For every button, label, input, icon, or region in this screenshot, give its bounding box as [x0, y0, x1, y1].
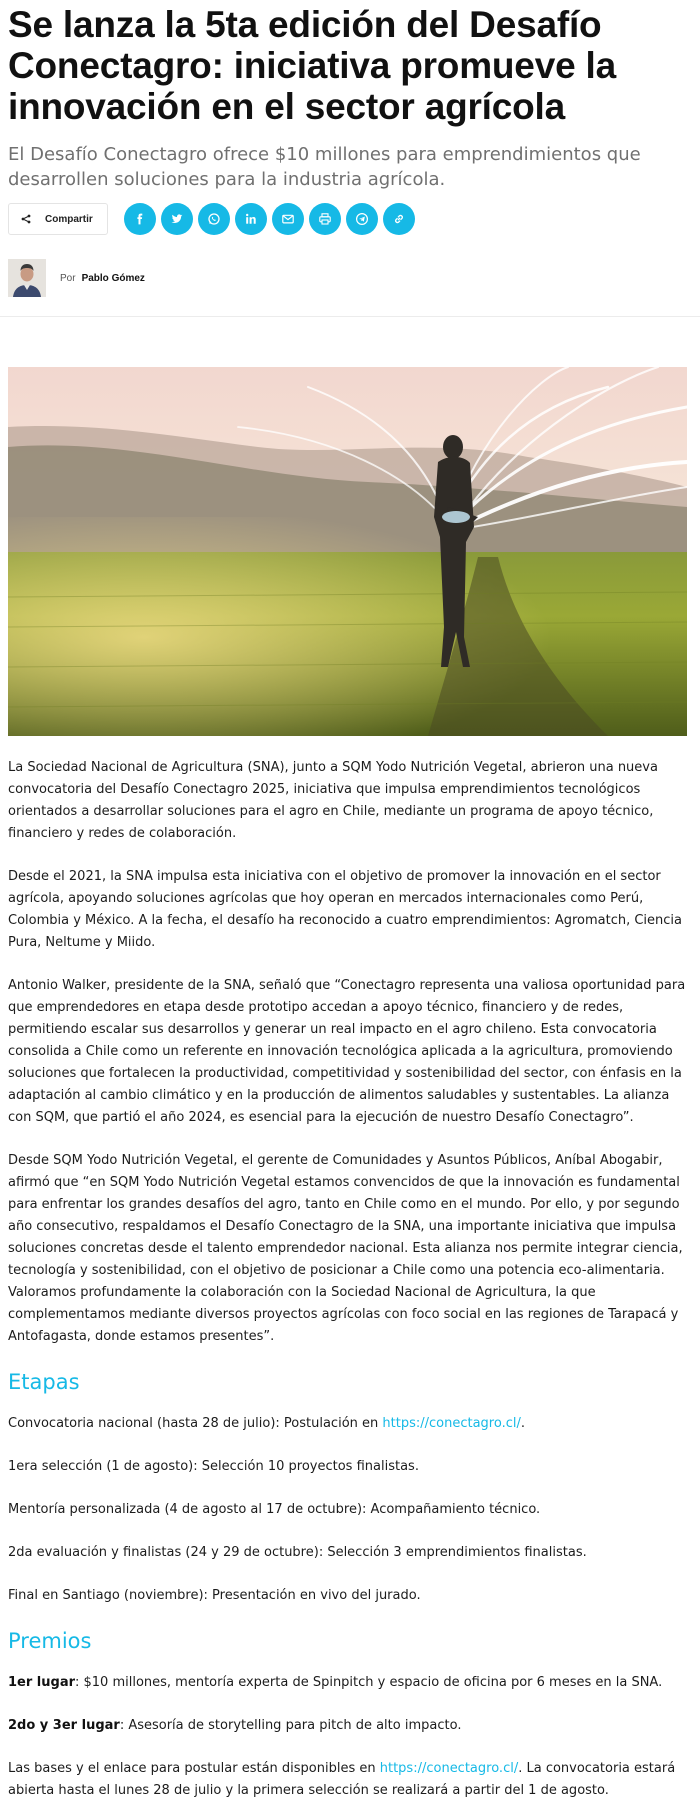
- person-icon: [8, 259, 46, 297]
- premios-heading: Premios: [8, 1629, 92, 1653]
- link-icon: [392, 212, 406, 226]
- facebook-share-button[interactable]: [124, 203, 156, 235]
- premio-1: [8, 1672, 692, 1694]
- linkedin-share-button[interactable]: [235, 203, 267, 235]
- email-icon: [281, 212, 295, 226]
- share-icons: [124, 203, 415, 235]
- telegram-share-button[interactable]: [346, 203, 378, 235]
- article-body: [8, 757, 692, 1802]
- author-name[interactable]: Pablo Gómez: [81, 272, 145, 284]
- article-subtitle: El Desafío Conectagro ofrece $10 millones para emprendimientos que desarrollen soluciones para la industria agrícola.: [8, 144, 641, 190]
- linkedin-icon: [244, 212, 258, 226]
- paragraph-4: Desde SQM Yodo Nutrición Vegetal, el gerente de Comunidades y Asuntos Públicos, Aníbal Abogabir, afirmó que “en SQM Yodo Nutrición Vegetal estamos convencidos de que la innovación es fundamental para enfrentar los grandes desafíos del agro, tanto en Chile como en el mundo. Por ello, y por segundo año consecutivo, respaldamos el Desafío Conectagro de la SNA, una importante iniciativa que impulsa soluciones concretas desde el talento emprendedor nacional. Esta alianza nos permite integrar ciencia, tecnología y sostenibilidad, con el objetivo de posicionar a Chile como una potencia eco-alimentaria. Valoramos profundamente la colaboración con la Sociedad Nacional de Agricultura, la que complementamos mediante diversos proyectos agrícolas con foco social en las regiones de Tarapacá y Antofagasta, donde estamos presentes”.: [8, 1153, 683, 1344]
- share-icon: [21, 214, 31, 224]
- copy-link-button[interactable]: [383, 203, 415, 235]
- author-avatar[interactable]: [8, 259, 46, 297]
- paragraph-1: La Sociedad Nacional de Agricultura (SNA), junto a SQM Yodo Nutrición Vegetal, abrieron una nueva convocatoria del Desafío Conectagro 2025, iniciativa que impulsa emprendimientos tecnológicos orientados a desarrollar soluciones para el agro en Chile, mediante un programa de apoyo técnico, financiero y redes de colaboración.: [8, 760, 658, 841]
- print-icon: [318, 212, 332, 226]
- etapa-2: 1era selección (1 de agosto): Selección 10 proyectos finalistas.: [8, 1459, 419, 1474]
- share-button[interactable]: [8, 203, 108, 235]
- premio-2: [8, 1715, 692, 1737]
- hero-image: [8, 367, 687, 736]
- etapa-3: Mentoría personalizada (4 de agosto al 17 de octubre): Acompañamiento técnico.: [8, 1502, 541, 1517]
- whatsapp-icon: [207, 212, 221, 226]
- whatsapp-share-button[interactable]: [198, 203, 230, 235]
- closing-text: Las bases y el enlace para postular están disponibles en: [8, 1761, 380, 1776]
- share-bar: [8, 202, 692, 236]
- share-label: Compartir: [45, 213, 93, 225]
- telegram-icon: [355, 212, 369, 226]
- paragraph-3: Antonio Walker, presidente de la SNA, señaló que “Conectagro representa una valiosa oportunidad para que emprendedores en etapa desde prototipo accedan a apoyo técnico, financiero y de redes, permitiendo escalar sus desarrollos y generar un real impacto en el agro chileno. Esta convocatoria consolida a Chile como un referente en innovación tecnológica aplicada a la agricultura, promoviendo soluciones que fortalecen la productividad, competitividad y sostenibilidad del sector, con énfasis en la adaptación al cambio climático y en la producción de alimentos saludables y sustentables. La alianza con SQM, que partió el año 2024, es esencial para la ejecución de nuestro Desafío Conectagro”.: [8, 978, 686, 1125]
- print-button[interactable]: [309, 203, 341, 235]
- premio-2-label: 2do y 3er lugar: [8, 1718, 120, 1733]
- article-page: [0, 4, 700, 1798]
- closing-end: . La convocatoria estará abierta hasta el lunes 28 de julio y la primera selección se realizará a partir del 1 de agosto.: [8, 1761, 676, 1798]
- author-byline: [8, 258, 692, 298]
- etapa-1-text: Convocatoria nacional (hasta 28 de julio): Postulación en: [8, 1416, 383, 1431]
- byline-divider: [0, 316, 700, 317]
- twitter-share-button[interactable]: [161, 203, 193, 235]
- facebook-icon: [133, 212, 147, 226]
- closing-conectagro-link[interactable]: https://conectagro.cl/: [379, 1761, 519, 1776]
- premio-1-label: 1er lugar: [8, 1675, 75, 1690]
- farmer-field-photo: [8, 367, 687, 736]
- conectagro-link[interactable]: https://conectagro.cl/: [382, 1416, 521, 1431]
- paragraph-2: Desde el 2021, la SNA impulsa esta iniciativa con el objetivo de promover la innovación en el sector agrícola, apoyando soluciones agrícolas que hoy operan en mercados internacionales como Perú, Colombia y México. A la fecha, el desafío ha reconocido a cuatro emprendimientos: Agromatch, Ciencia Pura, Neltume y Miido.: [8, 869, 683, 950]
- etapa-4: 2da evaluación y finalistas (24 y 29 de octubre): Selección 3 emprendimientos finalistas.: [8, 1545, 587, 1560]
- author-prefix: Por: [60, 272, 76, 284]
- closing-paragraph: [8, 1758, 692, 1802]
- article-title: Se lanza la 5ta edición del Desafío Conectagro: iniciativa promueve la innovación en el sector agrícola: [8, 4, 616, 127]
- twitter-icon: [170, 212, 184, 226]
- etapa-1: [8, 1413, 692, 1435]
- premio-1-text: : $10 millones, mentoría experta de Spinpitch y espacio de oficina por 6 meses en la SNA.: [75, 1675, 663, 1690]
- etapa-5: Final en Santiago (noviembre): Presentación en vivo del jurado.: [8, 1588, 421, 1603]
- etapa-1-end: .: [520, 1416, 526, 1431]
- premio-2-text: : Asesoría de storytelling para pitch de alto impacto.: [119, 1718, 462, 1733]
- etapas-heading: Etapas: [8, 1370, 80, 1394]
- email-share-button[interactable]: [272, 203, 304, 235]
